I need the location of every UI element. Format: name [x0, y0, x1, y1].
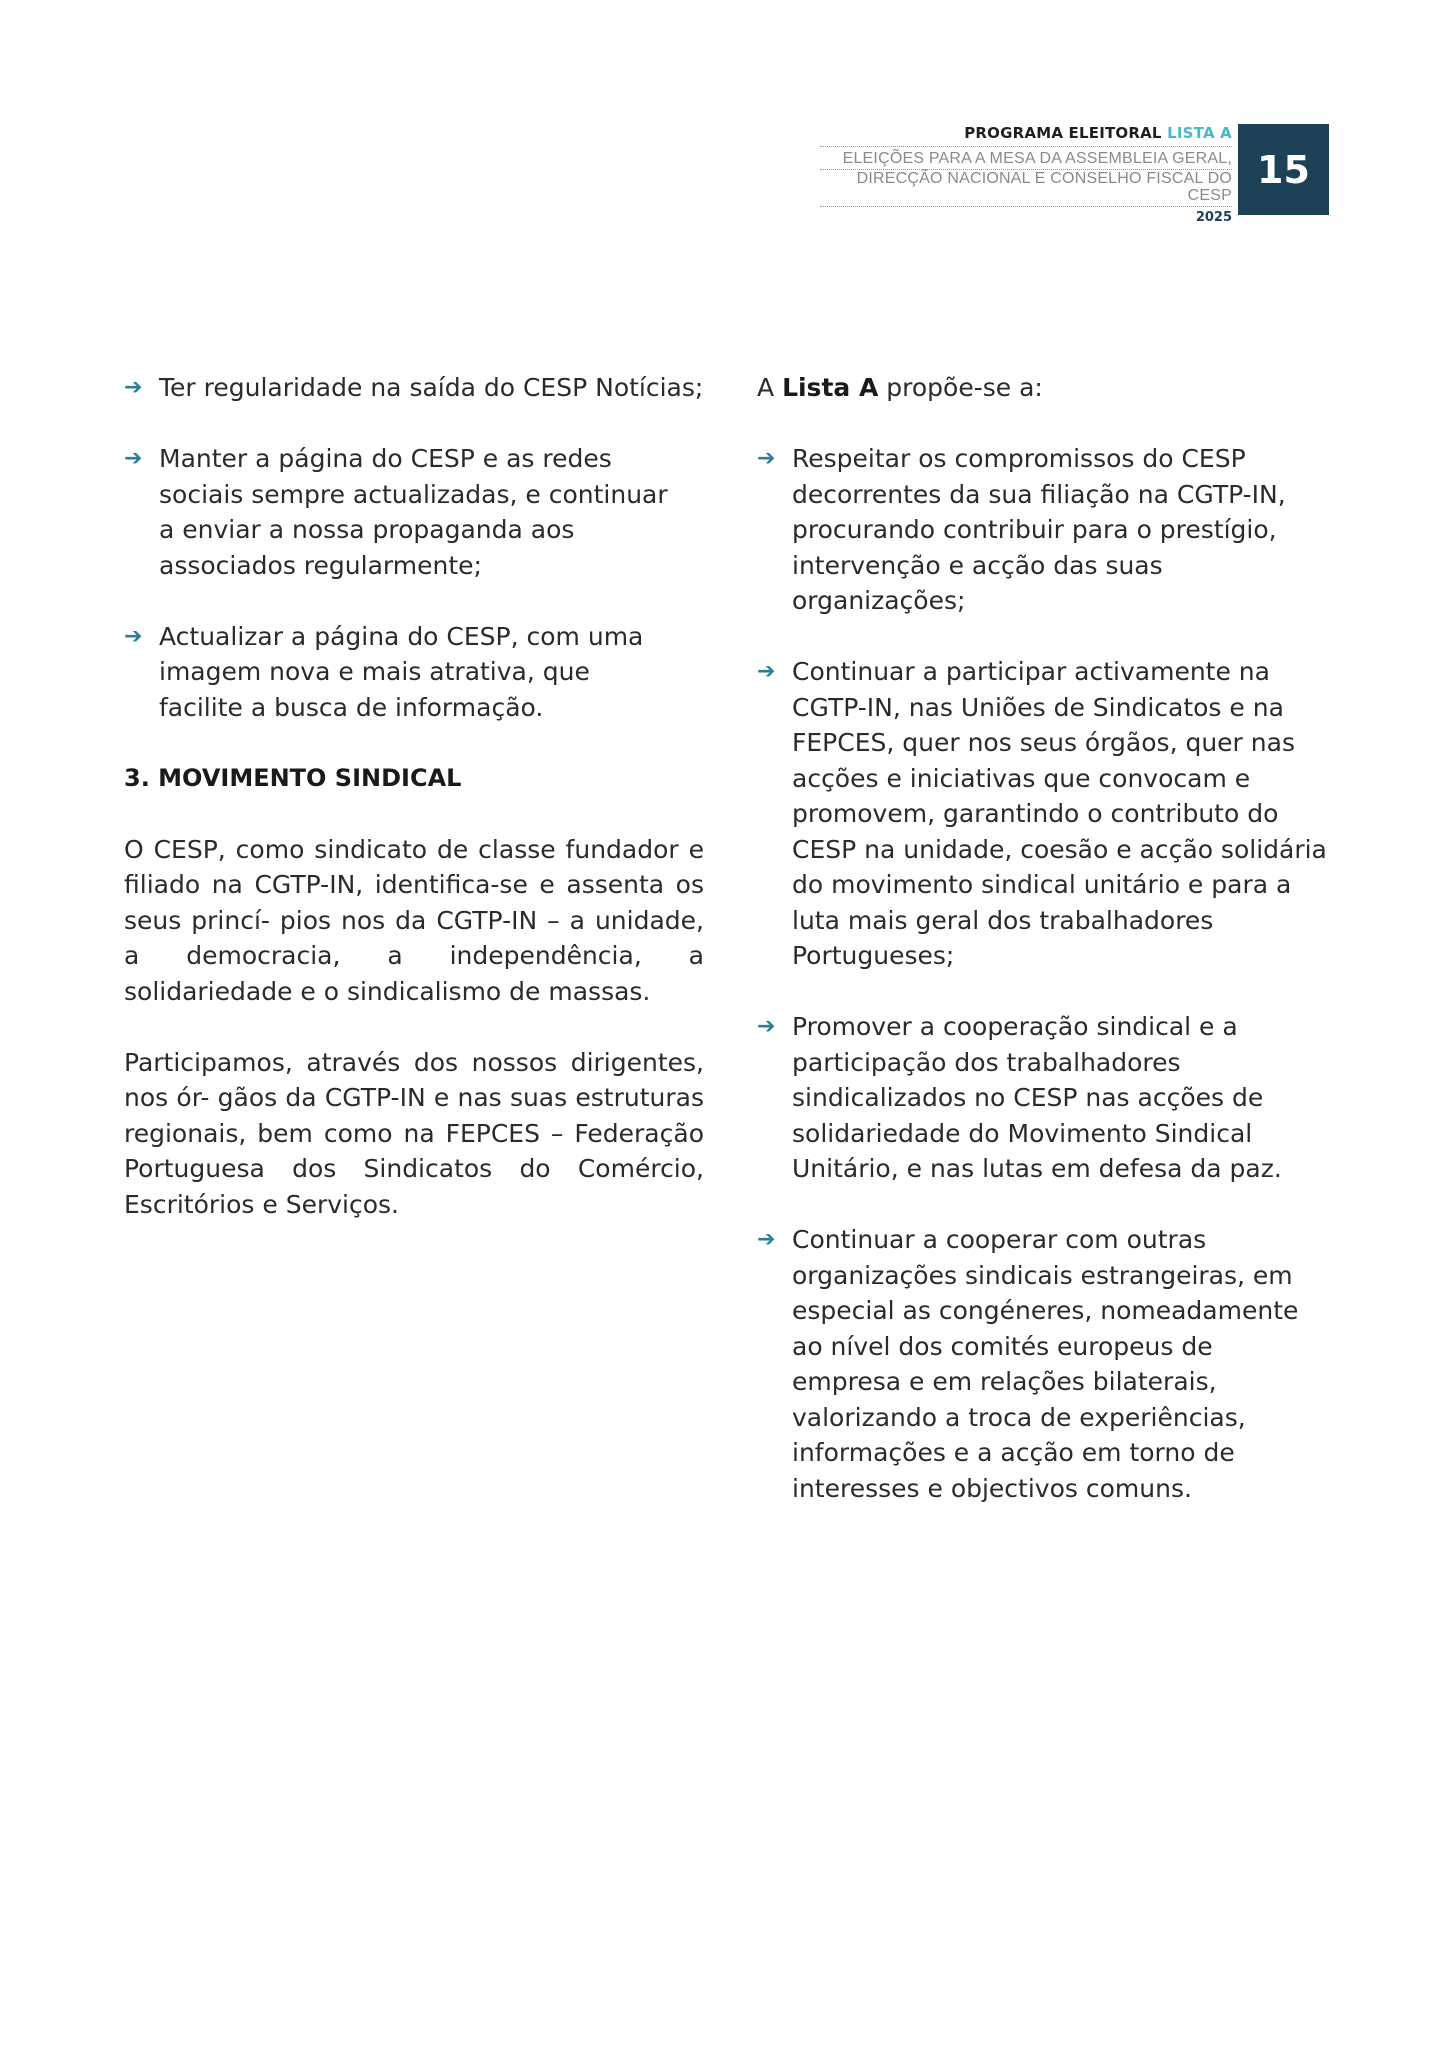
intro-suffix: propõe-se a:: [886, 373, 1043, 402]
list-item-text: Respeitar os compromissos do CESP decorrentes da sua filiação na CGTP-IN, procurando contribuir para o prestígio, intervenção e acção das suas organizações;: [792, 444, 1286, 615]
list-item: [757, 1222, 1337, 1506]
arrow-right-icon: ➔: [757, 1227, 776, 1252]
section-heading: 3. MOVIMENTO SINDICAL: [124, 763, 462, 792]
header-title-main: PROGRAMA ELEITORAL: [964, 124, 1162, 142]
intro-prefix: A: [757, 373, 775, 402]
list-item-text: Continuar a participar activamente na CGTP-IN, nas Uniões de Sindicatos e na FEPCES, quer nos seus órgãos, quer nas acções e iniciativas que convocam e promovem, garantindo o contributo do CESP na unidade, coesão e acção solidária do movimento sindical unitário e para a luta mais geral dos trabalhadores Portugueses;: [792, 657, 1327, 970]
header-subtitle: [820, 147, 1232, 207]
list-item: [757, 441, 1337, 619]
arrow-right-icon: ➔: [124, 623, 143, 649]
paragraph: Participamos, através dos nossos dirigentes, nos ór- gãos da CGTP-IN e nas suas estruturas regionais, bem como na FEPCES – Federação Portuguesa dos Sindicatos do Comércio, Escritórios e Serviços.: [124, 1047, 704, 1219]
list-item: [757, 1009, 1337, 1187]
list-item-text: Actualizar a página do CESP, com uma imagem nova e mais atrativa, que facilite a busca de informação.: [159, 621, 644, 722]
right-column: [757, 370, 1337, 1542]
list-item: [124, 370, 704, 406]
intro-line: [757, 370, 1337, 406]
arrow-right-icon: ➔: [757, 1014, 776, 1039]
header-year: 2025: [1195, 210, 1232, 225]
intro-bold: Lista A: [782, 373, 879, 402]
page-header: [820, 124, 1232, 227]
list-item-text: Promover a cooperação sindical e a participação dos trabalhadores sindicalizados no CESP nas acções de solidariedade do Movimento Sindical Unitário, e nas lutas em defesa da paz.: [792, 1012, 1282, 1183]
list-item: [757, 654, 1337, 974]
header-subtitle-line2: DIRECÇÃO NACIONAL E CONSELHO FISCAL DO CESP: [820, 170, 1232, 207]
left-column: [124, 370, 704, 1258]
list-item-text: Manter a página do CESP e as redes sociais sempre actualizadas, e continuar a enviar a nossa propaganda aos associados regularmente;: [159, 444, 668, 580]
arrow-right-icon: ➔: [757, 446, 776, 471]
paragraph: O CESP, como sindicato de classe fundador e filiado na CGTP-IN, identifica-se e assenta os seus princí- pios nos da CGTP-IN – a unidade, a democracia, a independência, a solidariedade e o sindicalismo de massas.: [124, 834, 704, 1006]
page-number: 15: [1238, 124, 1329, 215]
header-title: [820, 124, 1232, 147]
list-item: [124, 619, 704, 726]
header-subtitle-line1: ELEIÇÕES PARA A MESA DA ASSEMBLEIA GERAL,: [820, 150, 1232, 170]
arrow-right-icon: ➔: [124, 446, 143, 471]
header-title-accent: LISTA A: [1167, 124, 1232, 142]
list-item-text: Ter regularidade na saída do CESP Notícias;: [159, 373, 704, 402]
arrow-right-icon: ➔: [757, 659, 776, 684]
arrow-right-icon: ➔: [124, 375, 143, 400]
list-item-text: Continuar a cooperar com outras organizações sindicais estrangeiras, em especial as congéneres, nomeadamente ao nível dos comités europeus de empresa e em relações bilaterais, valorizando a troca de experiências, informações e a acção em torno de interesses e objectivos comuns.: [792, 1225, 1299, 1503]
list-item: [124, 441, 704, 583]
